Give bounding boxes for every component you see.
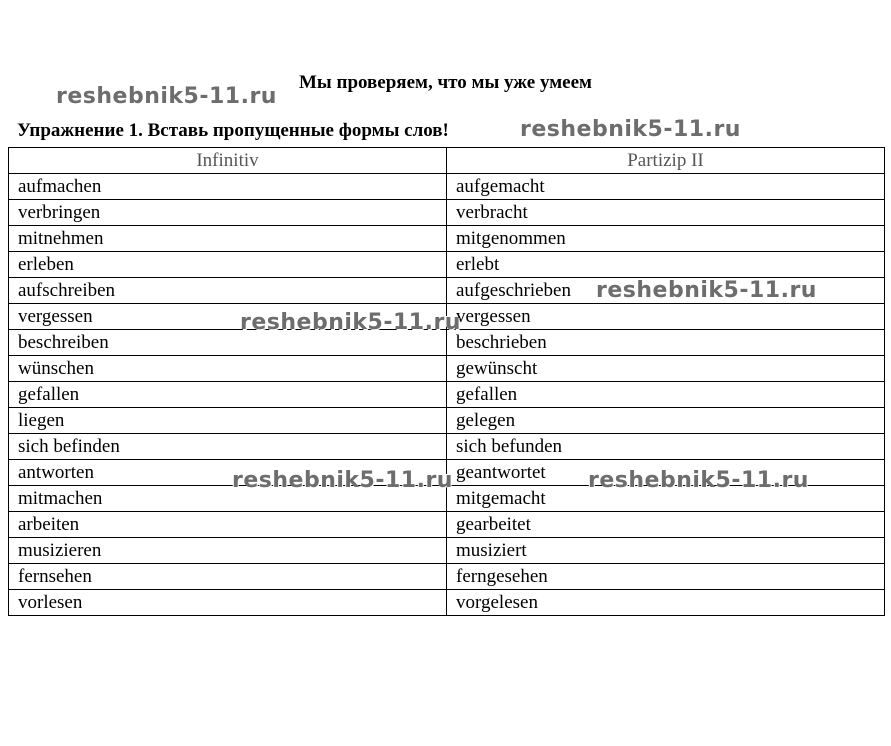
table-row [9, 330, 885, 356]
infinitiv-cell: verbringen [9, 200, 447, 226]
watermark: reshebnik5-11.ru [520, 117, 741, 142]
partizip-cell: erlebt [447, 252, 885, 278]
partizip-cell: verbracht [447, 200, 885, 226]
infinitiv-cell: vorlesen [9, 590, 447, 616]
infinitiv-cell: liegen [9, 408, 447, 434]
column-header-infinitiv: Infinitiv [9, 148, 447, 174]
table-row [9, 486, 885, 512]
infinitiv-cell: musizieren [9, 538, 447, 564]
table-row [9, 382, 885, 408]
table-row [9, 252, 885, 278]
infinitiv-cell: gefallen [9, 382, 447, 408]
partizip-cell: gewünscht [447, 356, 885, 382]
partizip-cell: musiziert [447, 538, 885, 564]
table-row [9, 356, 885, 382]
table-row [9, 564, 885, 590]
partizip-cell: gefallen [447, 382, 885, 408]
column-header-partizip: Partizip II [447, 148, 885, 174]
infinitiv-cell: aufmachen [9, 174, 447, 200]
table-row [9, 200, 885, 226]
table-row [9, 278, 885, 304]
table-header-row [9, 148, 885, 174]
partizip-cell: beschrieben [447, 330, 885, 356]
infinitiv-cell: aufschreiben [9, 278, 447, 304]
partizip-cell: vorgelesen [447, 590, 885, 616]
infinitiv-cell: beschreiben [9, 330, 447, 356]
table-row [9, 538, 885, 564]
table-row [9, 512, 885, 538]
table-row [9, 434, 885, 460]
partizip-cell: mitgenommen [447, 226, 885, 252]
watermark: reshebnik5-11.ru [232, 468, 453, 493]
partizip-cell: geantwortet [447, 460, 885, 486]
infinitiv-cell: antworten [9, 460, 447, 486]
infinitiv-cell: vergessen [9, 304, 447, 330]
partizip-cell: aufgemacht [447, 174, 885, 200]
infinitiv-cell: fernsehen [9, 564, 447, 590]
partizip-cell: vergessen [447, 304, 885, 330]
partizip-cell: mitgemacht [447, 486, 885, 512]
partizip-cell: aufgeschrieben [447, 278, 885, 304]
partizip-cell: sich befunden [447, 434, 885, 460]
table-row [9, 460, 885, 486]
table-row [9, 304, 885, 330]
infinitiv-cell: mitnehmen [9, 226, 447, 252]
watermark: reshebnik5-11.ru [240, 310, 461, 335]
table-row [9, 590, 885, 616]
watermark: reshebnik5-11.ru [588, 468, 809, 493]
partizip-cell: gelegen [447, 408, 885, 434]
partizip-cell: ferngesehen [447, 564, 885, 590]
infinitiv-cell: arbeiten [9, 512, 447, 538]
infinitiv-cell: sich befinden [9, 434, 447, 460]
infinitiv-cell: mitmachen [9, 486, 447, 512]
watermark: reshebnik5-11.ru [596, 278, 817, 303]
page-title: Мы проверяем, что мы уже умеем [298, 72, 592, 93]
table-row [9, 174, 885, 200]
table-row [9, 408, 885, 434]
infinitiv-cell: wünschen [9, 356, 447, 382]
exercise-heading: Упражнение 1. Вставь пропущенные формы слов! [17, 120, 449, 141]
partizip-cell: gearbeitet [447, 512, 885, 538]
watermark: reshebnik5-11.ru [56, 84, 277, 109]
table-row [9, 226, 885, 252]
verb-forms-table [8, 147, 885, 616]
infinitiv-cell: erleben [9, 252, 447, 278]
